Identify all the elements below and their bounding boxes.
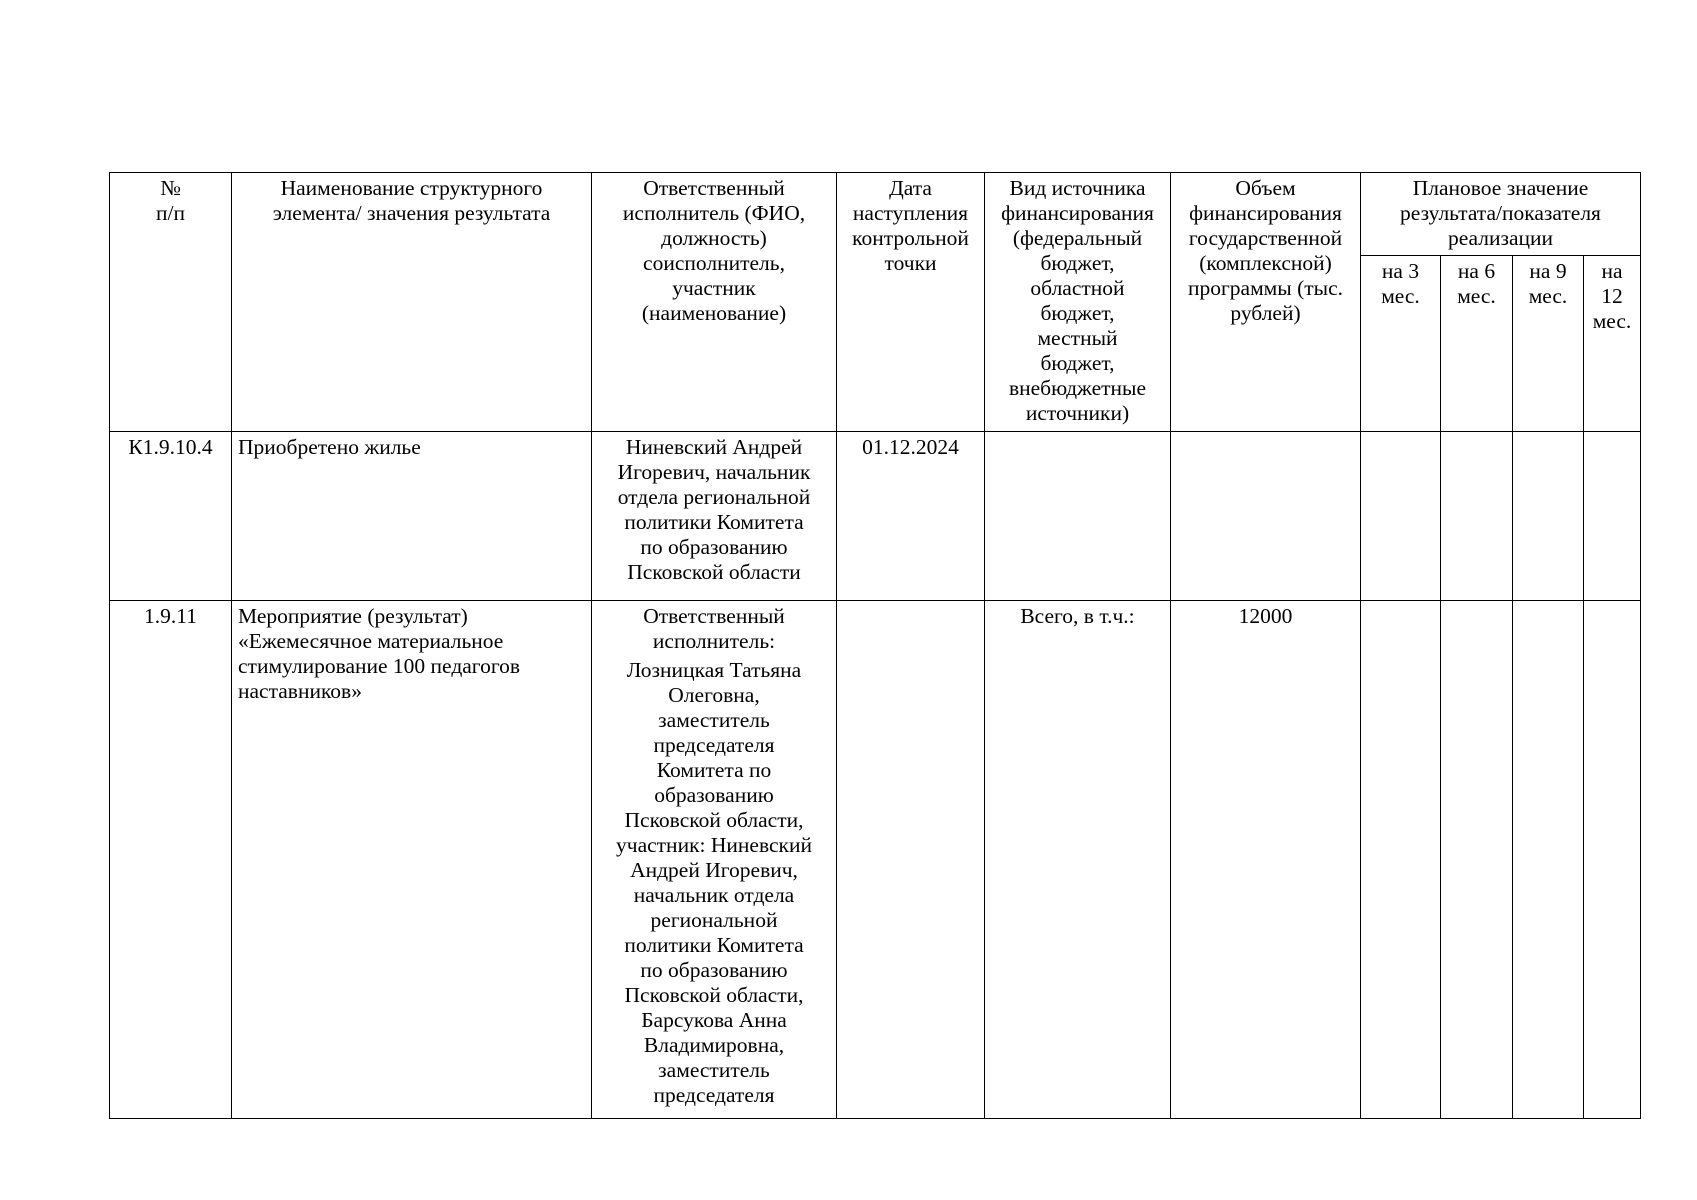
row-name: Мероприятие (результат) «Ежемесячное материальное стимулирование 100 педагогов наставников» bbox=[232, 601, 592, 1119]
row-executor-cell bbox=[592, 601, 837, 1119]
row-executor: Лозницкая Татьяна Олеговна, заместитель председателя Комитета по образованию Псковской области, участник: Ниневский Андрей Игоревич, начальник отдела региональной политики Комитета по образованию Псковской области, Барсукова Анна Владимировна, заместитель председателя bbox=[616, 658, 812, 1107]
header-volume: Объем финансирования государственной (комплексной) программы (тыс. рублей) bbox=[1171, 173, 1361, 432]
row-3-months bbox=[1361, 601, 1441, 1119]
header-3-months: на 3 мес. bbox=[1361, 256, 1441, 432]
row-date: 01.12.2024 bbox=[837, 432, 985, 601]
table-row bbox=[110, 601, 1641, 1119]
row-volume: 12000 bbox=[1171, 601, 1361, 1119]
row-6-months bbox=[1441, 432, 1513, 601]
row-source: Всего, в т.ч.: bbox=[985, 601, 1171, 1119]
row-3-months bbox=[1361, 432, 1441, 601]
row-12-months bbox=[1584, 601, 1641, 1119]
row-name: Приобретено жилье bbox=[232, 432, 592, 601]
header-row bbox=[110, 173, 1641, 256]
row-number: 1.9.11 bbox=[110, 601, 232, 1119]
header-source: Вид источника финансирования (федеральный бюджет, областной бюджет, местный бюджет, внебюджетные источники) bbox=[985, 173, 1171, 432]
row-volume bbox=[1171, 432, 1361, 601]
row-source bbox=[985, 432, 1171, 601]
row-executor-label: Ответственный исполнитель: bbox=[643, 604, 785, 653]
header-date: Дата наступления контрольной точки bbox=[837, 173, 985, 432]
table-row bbox=[110, 432, 1641, 601]
header-name: Наименование структурного элемента/ значения результата bbox=[232, 173, 592, 432]
row-12-months bbox=[1584, 432, 1641, 601]
header-executor: Ответственный исполнитель (ФИО, должность) соисполнитель, участник (наименование) bbox=[592, 173, 837, 432]
header-num: № п/п bbox=[110, 173, 232, 432]
header-12-months: на 12 мес. bbox=[1584, 256, 1641, 432]
row-9-months bbox=[1513, 432, 1584, 601]
header-plan-group: Плановое значение результата/показателя реализации bbox=[1361, 173, 1641, 256]
row-6-months bbox=[1441, 601, 1513, 1119]
header-6-months: на 6 мес. bbox=[1441, 256, 1513, 432]
row-9-months bbox=[1513, 601, 1584, 1119]
plan-table bbox=[109, 172, 1641, 1119]
row-number: К1.9.10.4 bbox=[110, 432, 232, 601]
row-date bbox=[837, 601, 985, 1119]
header-9-months: на 9 мес. bbox=[1513, 256, 1584, 432]
row-executor: Ниневский Андрей Игоревич, начальник отдела региональной политики Комитета по образованию Псковской области bbox=[592, 432, 837, 601]
